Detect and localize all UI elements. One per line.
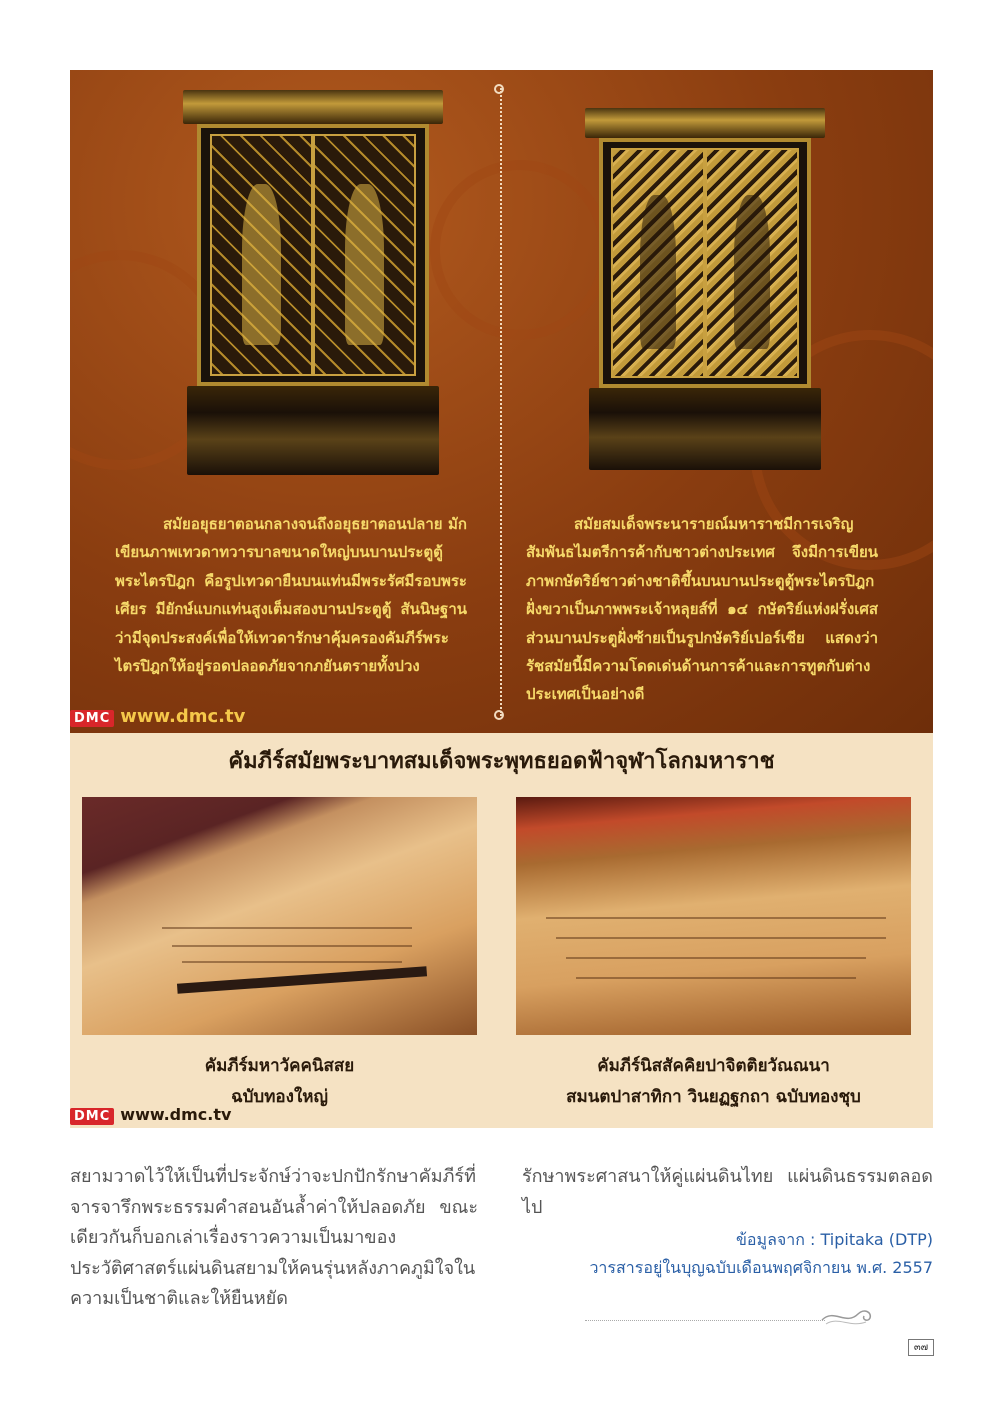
credits xyxy=(589,1226,933,1282)
body-text-left: สยามวาดไว้ให้เป็นที่ประจักษ์ว่าจะปกปักรักษาคัมภีร์ที่จารจารึกพระธรรมคำสอนอันล้ำค่าให้ปลอดภัย ขณะเดียวกันก็บอกเล่าเรื่องราวความเป็นมาของประวัติศาสตร์แผ่นดินสยามให้คนรุ่นหลังภาคภูมิใจในความเป็นชาติและให้ยืนหยัด xyxy=(70,1166,478,1309)
dotted-divider xyxy=(500,88,502,716)
manuscript-caption-left: คัมภีร์มหาวัคคนิสสย ฉบับทองใหญ่ xyxy=(204,1056,355,1107)
right-cabinet-caption: สมัยสมเด็จพระนารายณ์มหาราชมีการเจริญสัมพันธไมตรีการค้ากับชาวต่างประเทศ จึงมีการเขียนภาพกษัตริย์ชาวต่างชาติขึ้นบนบานประตูตู้พระไตรปิฎก ฝั่งขวาเป็นภาพพระเจ้าหลุยส์ที่ ๑๔ กษัตริย์แห่งฝรั่งเศส ส่วนบานประตูฝั่งซ้ายเป็นรูปกษัตริย์เปอร์เซีย แสดงว่ารัชสมัยนี้มีความโดดเด่นด้านการค้าและการทูตกับต่างประเทศเป็นอย่างดี xyxy=(526,515,878,704)
left-cabinet-caption: สมัยอยุธยาตอนกลางจนถึงอยุธยาตอนปลาย มักเขียนภาพเทวดาทวารบาลขนาดใหญ่บนบานประตูตู้พระไตรปิฎก คือรูปเทวดายืนบนแท่นมีพระรัศมีรอบพระเศียร มียักษ์แบกแท่นสูงเต็มสองบานประตูตู้ สันนิษฐานว่ามีจุดประสงค์เพื่อให้เทวดารักษาคุ้มครองคัมภีร์พระไตรปิฎกให้อยู่รอดปลอดภัยจากภยันตรายทั้งปวง xyxy=(115,515,467,676)
manuscript-panel-title: คัมภีร์สมัยพระบาทสมเด็จพระพุทธยอดฟ้าจุฬาโลกมหาราช xyxy=(228,749,775,774)
ornament-line xyxy=(585,1320,825,1321)
dmc-url: www.dmc.tv xyxy=(120,1105,232,1124)
top-panel xyxy=(70,70,933,733)
dmc-url: www.dmc.tv xyxy=(120,706,246,727)
credit-source: ข้อมูลจาก : Tipitaka (DTP) xyxy=(735,1230,933,1249)
dmc-watermark xyxy=(70,706,245,727)
manuscript-photo-right xyxy=(516,797,911,1035)
divider-dot xyxy=(494,84,504,94)
flourish-icon xyxy=(820,1304,876,1328)
credit-journal: วารสารอยู่ในบุญฉบับเดือนพฤศจิกายน พ.ศ. 2557 xyxy=(589,1258,933,1277)
dmc-watermark xyxy=(70,1105,231,1125)
decorative-swirl xyxy=(430,160,610,340)
cabinet-image-right xyxy=(585,108,825,470)
manuscript-photo-left xyxy=(82,797,477,1035)
page-number: ๓๗ xyxy=(908,1339,934,1356)
manuscript-panel xyxy=(70,733,933,1128)
dmc-logo: DMC xyxy=(70,710,114,727)
dmc-logo: DMC xyxy=(70,1108,114,1125)
body-text-right: รักษาพระศาสนาให้คู่แผ่นดินไทย แผ่นดินธรรมตลอดไป xyxy=(522,1166,933,1218)
manuscript-caption-right: คัมภีร์นิสสัคคิยปาจิตติยวัณณนา สมนตปาสาทิกา วินยฏฐกถา ฉบับทองชุบ xyxy=(566,1056,861,1107)
cabinet-image-left xyxy=(183,90,443,475)
divider-dot xyxy=(494,710,504,720)
